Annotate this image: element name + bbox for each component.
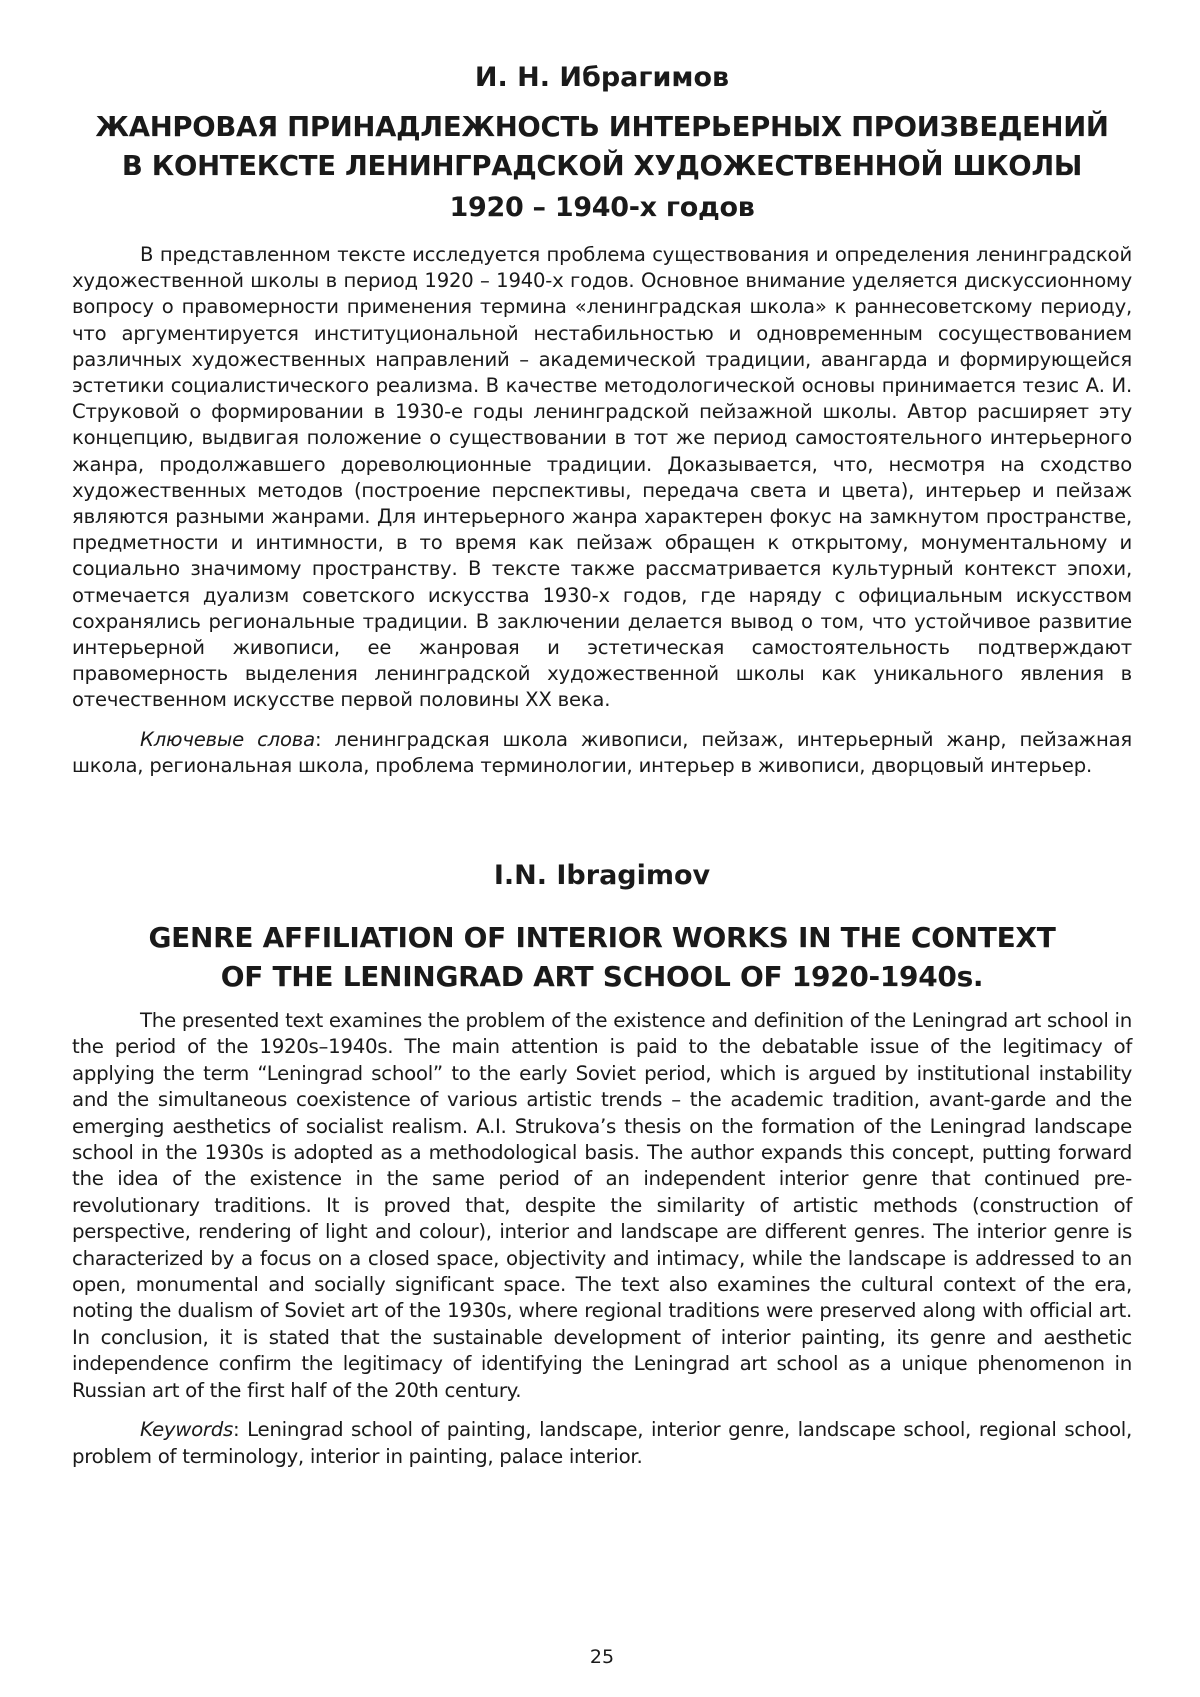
title-line-1-en: GENRE AFFILIATION OF INTERIOR WORKS IN THE CONTEXT [148, 921, 1056, 954]
english-abstract-section [72, 858, 1132, 1470]
author-name-en: I.N. Ibragimov [493, 860, 711, 891]
page-number: 25 [589, 1646, 615, 1668]
article-title-en [72, 918, 1132, 996]
abstract-ru: В представленном тексте исследуется проблема существования и определения ленинградской художественной школы в период 1920 – 1940-х годов. Основное внимание уделяется дискуссионному вопросу о правомерности применения термина «ленинградская школа» к раннесоветскому периоду, что аргументируется институциональной нестабильностью и одновременным сосуществованием различных художественных направлений – академической традиции, авангарда и формирующейся эстетики социалистического реализма. В качестве методологической основы принимается тезис А. И. Струковой о формировании в 1930-е годы ленинградской пейзажной школы. Автор расширяет эту концепцию, выдвигая положение о существовании в тот же период самостоятельного интерьерного жанра, продолжавшего дореволюционные традиции. Доказывается, что, несмотря на сходство художественных методов (построение перспективы, передача света и цвета), интерьер и пейзаж являются разными жанрами. Для интерьерного жанра характерен фокус на замкнутом пространстве, предметности и интимности, в то время как пейзаж обращен к открытому, монументальному и социально значимому пространству. В тексте также рассматривается культурный контекст эпохи, отмечается дуализм советского искусства 1930-х годов, где наряду с официальным искусством сохранялись региональные традиции. В заключении делается вывод о том, что устойчивое развитие интерьерной живописи, ее жанровая и эстетическая самостоятельность подтверждают правомерность выделения ленинградской художественной школы как уникального явления в отечественном искусстве первой половины XX века. [72, 243, 1132, 712]
keywords-label-ru: Ключевые слова [140, 727, 315, 751]
keywords-text-ru: : ленинградская школа живописи, пейзаж, интерьерный жанр, пейзажная школа, региональная школа, проблема терминологии, интерьер в живописи, дворцовый интерьер. [72, 727, 1132, 777]
title-line-3-ru: 1920 – 1940-х годов [449, 192, 755, 223]
keywords-en [72, 1417, 1132, 1470]
russian-abstract-section [72, 60, 1132, 779]
keywords-ru [72, 727, 1132, 779]
title-line-2-ru: В КОНТЕКСТЕ ЛЕНИНГРАДСКОЙ ХУДОЖЕСТВЕННОЙ ШКОЛЫ [121, 150, 1083, 182]
abstract-en: The presented text examines the problem of the existence and definition of the Leningrad art school in the period of the 1920s–1940s. The main attention is paid to the debatable issue of the legitimacy of applying the term “Leningrad school” to the early Soviet period, which is argued by institutional instability and the simultaneous coexistence of various artistic trends – the academic tradition, avant-garde and the emerging aesthetics of socialist realism. A.I. Strukova’s thesis on the formation of the Leningrad landscape school in the 1930s is adopted as a methodological basis. The author expands this concept, putting forward the idea of the existence in the same period of an independent interior genre that continued pre-revolutionary traditions. It is proved that, despite the similarity of artistic methods (construction of perspective, rendering of light and colour), interior and landscape are different genres. The interior genre is characterized by a focus on a closed space, objectivity and intimacy, while the landscape is addressed to an open, monumental and socially significant space. The text also examines the cultural context of the era, noting the dualism of Soviet art of the 1930s, where regional traditions were preserved along with official art. In conclusion, it is stated that the sustainable development of interior painting, its genre and aesthetic independence confirm the legitimacy of identifying the Leningrad art school as a unique phenomenon in Russian art of the first half of the 20th century. [72, 1009, 1132, 1402]
article-title-ru [72, 108, 1132, 227]
title-line-2-en: OF THE LENINGRAD ART SCHOOL OF 1920-1940s. [220, 960, 984, 993]
keywords-label-en: Keywords [140, 1418, 234, 1442]
keywords-text-en: : Leningrad school of painting, landscape, interior genre, landscape school, regional school, problem of terminology, interior in painting, palace interior. [72, 1418, 1132, 1468]
author-name-ru: И. Н. Ибрагимов [474, 62, 730, 93]
page [72, 0, 1132, 1697]
title-line-1-ru: ЖАНРОВАЯ ПРИНАДЛЕЖНОСТЬ ИНТЕРЬЕРНЫХ ПРОИЗВЕДЕНИЙ [95, 111, 1109, 143]
